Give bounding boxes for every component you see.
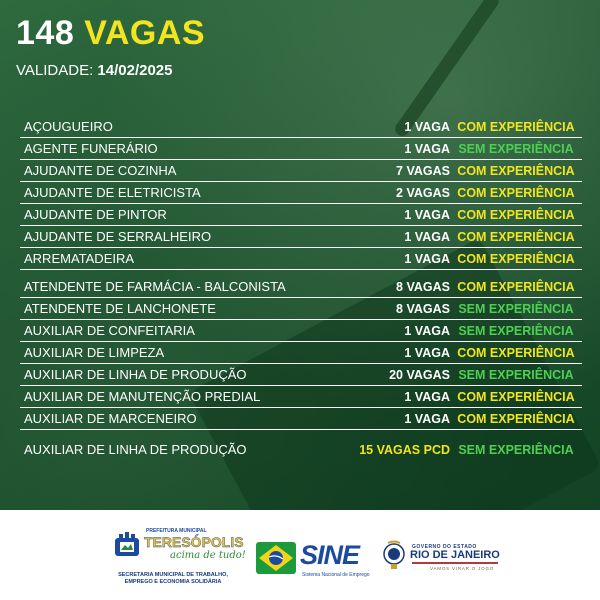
teresopolis-prefix: PREFEITURA MUNICIPAL [146, 528, 207, 534]
job-title: AJUDANTE DE SERRALHEIRO [24, 229, 212, 244]
job-row [20, 364, 582, 386]
job-experience-requirement: COM EXPERIÊNCIA [457, 280, 575, 294]
job-title: AGENTE FUNERÁRIO [24, 141, 158, 156]
job-quantity: 1 VAGA [404, 142, 450, 156]
vacancy-count-title [16, 14, 205, 53]
job-experience-requirement: SEM EXPERIÊNCIA [458, 443, 574, 457]
teresopolis-slogan: acima de tudo! [170, 550, 246, 561]
job-row [20, 386, 582, 408]
job-row [20, 116, 582, 138]
job-quantity: 1 VAGA [404, 324, 450, 338]
job-experience-requirement: COM EXPERIÊNCIA [457, 346, 575, 360]
footer-logos [0, 510, 600, 600]
job-row [20, 226, 582, 248]
validity-label: VALIDADE: [16, 62, 94, 79]
job-quantity: 8 VAGAS [396, 302, 450, 316]
job-experience-requirement: COM EXPERIÊNCIA [457, 390, 575, 404]
job-experience-requirement: COM EXPERIÊNCIA [457, 230, 575, 244]
job-quantity: 1 VAGA [404, 390, 450, 404]
job-title: AJUDANTE DE PINTOR [24, 207, 167, 222]
teresopolis-crest-icon [112, 530, 142, 560]
job-row [20, 182, 582, 204]
rj-slogan: VAMOS VIRAR O JOGO [430, 566, 495, 571]
job-row [20, 342, 582, 364]
job-row [20, 270, 582, 298]
rio-de-janeiro-crest-icon [382, 540, 406, 570]
teresopolis-secretariat [98, 572, 248, 586]
job-row [20, 430, 582, 460]
sine-logo [256, 538, 372, 584]
rio-de-janeiro-logo [382, 540, 502, 580]
job-quantity: 2 VAGAS [396, 186, 450, 200]
job-list [20, 116, 582, 460]
job-row [20, 138, 582, 160]
job-title: AUXILIAR DE LINHA DE PRODUÇÃO [24, 442, 247, 457]
secretariat-line-2: EMPREGO E ECONOMIA SOLIDÁRIA [124, 579, 222, 585]
job-row [20, 204, 582, 226]
job-row [20, 298, 582, 320]
job-experience-requirement: COM EXPERIÊNCIA [457, 208, 575, 222]
job-experience-requirement: COM EXPERIÊNCIA [457, 120, 575, 134]
job-title: AUXILIAR DE CONFEITARIA [24, 323, 195, 338]
job-quantity: 1 VAGA [404, 208, 450, 222]
job-quantity: 8 VAGAS [396, 280, 450, 294]
vacancy-word: VAGAS [84, 14, 206, 52]
job-title: AUXILIAR DE MARCENEIRO [24, 411, 197, 426]
job-title: ATENDENTE DE LANCHONETE [24, 301, 216, 316]
job-title: AJUDANTE DE COZINHA [24, 163, 177, 178]
vacancy-count: 148 [16, 14, 75, 52]
rj-divider [412, 562, 498, 564]
job-title: AUXILIAR DE LIMPEZA [24, 345, 165, 360]
job-experience-requirement: COM EXPERIÊNCIA [457, 412, 575, 426]
job-title: ARREMATADEIRA [24, 251, 135, 266]
job-quantity: 7 VAGAS [396, 164, 450, 178]
job-experience-requirement: COM EXPERIÊNCIA [457, 164, 575, 178]
job-title: AÇOUGUEIRO [24, 119, 113, 134]
job-row [20, 320, 582, 342]
job-quantity: 1 VAGA [404, 346, 450, 360]
job-title: ATENDENTE DE FARMÁCIA - BALCONISTA [24, 279, 286, 294]
teresopolis-city: TERESÓPOLIS [144, 534, 244, 550]
rj-name: RIO DE JANEIRO [410, 549, 500, 561]
validity-line [16, 62, 173, 79]
job-experience-requirement: COM EXPERIÊNCIA [457, 252, 575, 266]
job-row [20, 408, 582, 430]
job-title: AJUDANTE DE ELETRICISTA [24, 185, 201, 200]
secretariat-line-1: SECRETARIA MUNICIPAL DE TRABALHO, [118, 572, 228, 578]
job-title: AUXILIAR DE MANUTENÇÃO PREDIAL [24, 389, 261, 404]
job-quantity: 1 VAGA [404, 412, 450, 426]
job-experience-requirement: SEM EXPERIÊNCIA [458, 142, 574, 156]
job-experience-requirement: COM EXPERIÊNCIA [457, 186, 575, 200]
sine-word: SINE [300, 540, 360, 570]
sine-subtitle: Sistema Nacional de Emprego [302, 572, 370, 578]
brazil-flag-icon [256, 542, 296, 574]
job-experience-requirement: SEM EXPERIÊNCIA [458, 368, 574, 382]
job-row [20, 248, 582, 270]
job-row [20, 160, 582, 182]
job-quantity: 1 VAGA [404, 120, 450, 134]
job-quantity: 1 VAGA [404, 230, 450, 244]
job-quantity: 1 VAGA [404, 252, 450, 266]
job-quantity: 20 VAGAS [389, 368, 450, 382]
job-experience-requirement: SEM EXPERIÊNCIA [458, 324, 574, 338]
job-experience-requirement: SEM EXPERIÊNCIA [458, 302, 574, 316]
job-quantity: 15 VAGAS PCD [359, 443, 450, 457]
teresopolis-logo [98, 524, 248, 590]
job-title: AUXILIAR DE LINHA DE PRODUÇÃO [24, 367, 247, 382]
validity-date: 14/02/2025 [97, 62, 173, 79]
rj-gov-label: GOVERNO DO ESTADO [412, 544, 477, 550]
